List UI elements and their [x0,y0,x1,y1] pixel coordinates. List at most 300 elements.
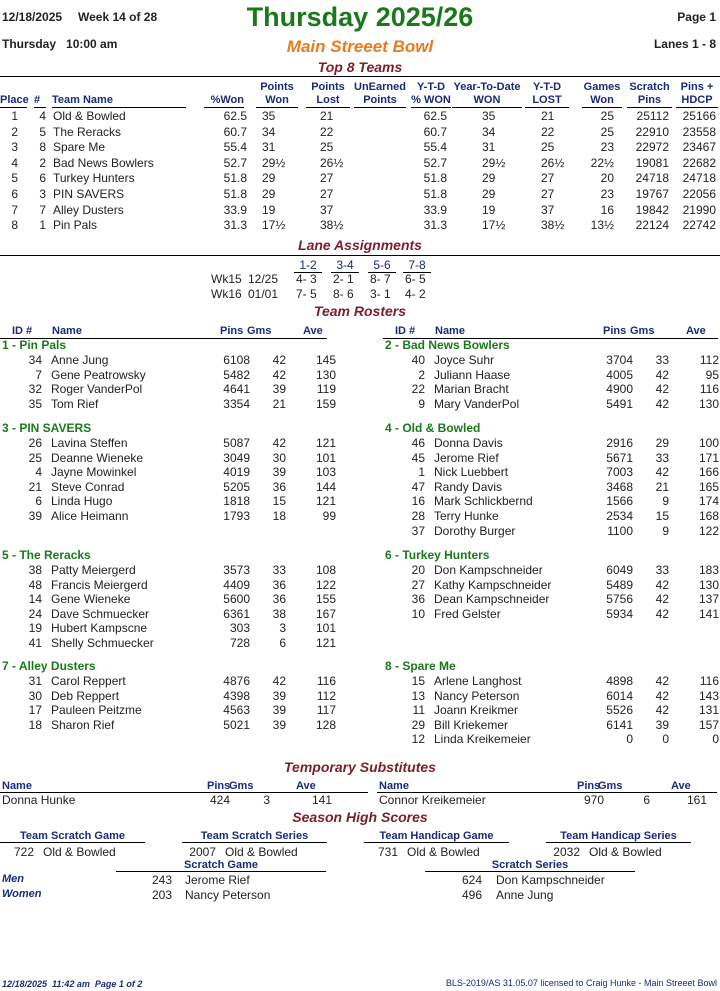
player-id: 4 [35,465,42,480]
col-header-line: Pins [627,94,672,108]
cell: 31 [482,140,496,155]
team-name: 4 - Old & Bowled [385,421,481,435]
col-header-line: Won [582,94,622,108]
roster-row [0,368,340,383]
sub-games: 3 [263,793,270,807]
col-header-line: Points [354,94,406,108]
gender-label: Men [2,873,24,885]
player-pins: 1566 [606,494,633,509]
player-average: 171 [698,450,719,465]
player-games: 30 [272,450,286,465]
cell: 31.3 [223,218,247,233]
lane-match: 2- 1 [333,272,354,286]
player-id: 32 [28,382,42,397]
player-games: 42 [655,382,669,397]
player-id: 29 [411,717,425,732]
cell: 8 [39,140,46,155]
player-name: Gene Wieneke [51,592,131,607]
player-pins: 4898 [606,674,633,688]
cell: 52.7 [223,155,247,170]
cell: 19 [262,202,276,217]
player-pins: 303 [229,621,250,636]
player-name: Joann Kreikmer [434,703,519,718]
player-average: 143 [698,688,719,703]
player-name: Steve Conrad [51,479,125,494]
lane-match: 7- 5 [296,287,317,301]
cell: 51.8 [423,187,447,201]
subs-col-ave: Ave [671,780,691,792]
top8-col-ytd_won [452,81,522,108]
player-games: 42 [272,674,286,688]
sub-name: Connor Kreikemeier [379,793,486,807]
player-games: 15 [272,494,286,509]
player-pins: 5482 [223,367,250,382]
cell: 24718 [635,171,669,186]
player-games: 39 [272,465,286,480]
player-pins: 3354 [223,396,250,411]
rosters-title: Team Rosters [313,303,407,319]
player-id: 14 [28,592,42,607]
player-id: 17 [28,703,42,718]
cell: 23 [600,187,614,201]
col-header-line [52,81,186,94]
player-name: Arlene Langhost [434,674,522,688]
cell: 51.8 [223,187,247,201]
player-name: Deb Reppert [51,688,120,703]
lane-pair-header: 7-8 [403,258,431,273]
sub-pins: 970 [583,793,604,807]
col-header-line: Games [583,81,621,93]
player-average: 168 [698,509,719,523]
top8-col-hdcp [676,81,718,108]
cell: 31.3 [423,218,447,233]
footer-right: BLS-2019/AS 31.05.07 licensed to Craig Hunke - Main Streeet Bowl [445,978,717,988]
team-high-score: 2032 [553,845,580,859]
player-name: Alice Heimann [51,509,129,523]
player-games: 39 [272,717,286,732]
cell: 19842 [635,202,669,217]
player-average: 144 [315,479,336,494]
player-id: 27 [411,577,425,592]
player-id: 47 [411,479,425,494]
high-game-name: Jerome Rief [185,873,250,887]
player-pins: 5489 [606,577,633,592]
cell: 55.4 [423,140,447,155]
roster-col-gms: Gms [630,325,655,337]
col-header-line [34,81,46,94]
player-average: 121 [315,636,336,650]
player-games: 38 [272,606,286,621]
player-average: 116 [699,382,719,397]
roster-row [383,524,720,539]
cell: 25166 [682,109,716,123]
player-average: 130 [315,367,336,382]
player-average: 101 [315,621,336,636]
cell: 22124 [635,218,669,233]
cell: 13½ [590,218,614,233]
cell: PIN SAVERS [53,187,125,201]
player-id: 38 [28,563,42,577]
cell: 26½ [541,155,565,170]
team-high-label: Team Handicap Series [546,830,691,843]
subs-col-gms: Gms [598,780,623,792]
col-header-line: UnEarned [354,81,406,93]
lane-match: 3- 1 [370,287,391,301]
roster-row [383,465,720,480]
cell: 22682 [682,155,716,170]
player-name: Mark Schlickbernd [434,494,533,509]
team-high-score: 2007 [189,845,216,859]
cell: 27 [320,187,334,201]
player-name: Nick Luebbert [434,465,509,480]
cell: 20 [600,171,614,186]
col-header-line: %Won [204,94,244,108]
player-id: 10 [411,606,425,621]
roster-col-ave: Ave [303,325,323,337]
team-high-team: Old & Bowled [225,845,298,859]
player-id: 7 [35,367,42,382]
team-high-team: Old & Bowled [407,845,480,859]
cell: 19081 [635,155,669,170]
cell: 22 [541,124,555,139]
cell: Old & Bowled [53,109,126,123]
player-pins: 5205 [223,479,250,494]
team-high-team: Old & Bowled [43,845,116,859]
player-average: 167 [315,606,336,621]
player-games: 42 [655,465,669,480]
scratch-game-label: Scratch Game [116,859,326,872]
lane-pair-header: 3-4 [331,258,359,273]
roster-col-id: ID # [395,325,416,337]
lane-match: 4- 3 [296,272,317,286]
player-games: 3 [279,621,286,636]
player-games: 9 [662,494,669,509]
roster-row [0,592,340,607]
roster-row [383,436,720,451]
player-games: 36 [272,577,286,592]
cell: 19767 [635,187,669,201]
player-id: 40 [411,353,425,367]
cell: 62.5 [423,109,447,123]
cell: 4 [11,155,18,170]
player-pins: 4876 [223,674,250,688]
roster-row [383,353,720,368]
player-id: 24 [28,606,42,621]
cell: 22056 [682,187,716,201]
roster-row [383,718,720,733]
roster-row [383,703,720,718]
player-average: 95 [705,367,719,382]
player-games: 33 [655,563,669,577]
high-series-score: 496 [461,888,482,902]
player-average: 128 [315,717,336,732]
player-name: Sharon Rief [51,717,115,732]
bowl-name: Main Streeet Bowl [286,37,434,56]
cell: 29½ [482,155,506,170]
col-header-line: Lost [306,94,350,108]
high-game-score: 203 [151,888,172,902]
player-id: 34 [28,353,42,367]
top8-col-unearned [354,81,406,108]
player-games: 18 [272,509,286,523]
page-number: Page 1 [677,10,716,24]
roster-row [0,578,340,593]
gender-label: Women [2,888,42,900]
player-average: 174 [698,494,719,509]
col-header-line: Won [256,94,298,108]
roster-row [383,674,720,689]
cell: 23558 [682,124,716,139]
cell: 8 [11,218,18,233]
player-pins: 4563 [223,703,250,718]
player-name: Hubert Kampscne [51,621,148,636]
cell: 24718 [682,171,716,186]
team-name: 6 - Turkey Hunters [385,548,490,562]
roster-row [0,607,340,622]
player-name: Carol Reppert [51,674,126,688]
lanes-title: Lane Assignments [298,237,422,253]
col-header-line: Scratch [629,81,670,93]
player-games: 21 [655,479,669,494]
roster-col-pins: Pins [220,325,244,337]
cell: Pin Pals [53,218,98,233]
cell: 1 [11,109,18,123]
col-header-line: Pins + [680,81,714,93]
player-average: 159 [315,396,336,411]
player-games: 42 [655,703,669,718]
player-name: Nancy Peterson [434,688,520,703]
cell: 3 [39,187,46,201]
player-pins: 2916 [606,436,633,450]
player-games: 42 [655,688,669,703]
player-id: 9 [418,396,425,411]
subs-col-name: Name [2,780,32,792]
player-id: 13 [411,688,425,703]
player-pins: 5600 [223,592,250,607]
player-id: 18 [28,717,42,732]
lane-date: 12/25 [248,272,279,286]
cell: 3 [11,140,18,155]
player-games: 39 [272,703,286,718]
roster-col-name: Name [52,325,82,337]
player-name: Linda Hugo [51,494,113,509]
team-high-score: 722 [13,845,34,859]
lane-match: 4- 2 [405,287,426,301]
cell: 60.7 [423,124,447,139]
player-id: 25 [28,450,42,465]
player-id: 22 [411,382,425,397]
roster-row [0,509,340,524]
cell: 27 [541,187,555,201]
player-average: 119 [316,382,336,397]
top8-col-scratch [627,81,672,108]
player-name: Randy Davis [434,479,503,494]
player-pins: 0 [626,732,633,747]
player-name: Tom Rief [51,396,99,411]
lane-match: 8- 6 [333,287,354,301]
top8-col-place [0,81,27,108]
report-date: 12/18/2025 [2,10,63,24]
subs-col-gms: Gms [229,780,254,792]
team-name: 7 - Alley Dusters [2,659,96,673]
lane-match: 8- 7 [370,272,391,286]
high-game-name: Nancy Peterson [185,888,271,902]
lane-date: 01/01 [248,287,279,301]
cell: 51.8 [223,171,247,186]
cell: 23 [600,140,614,155]
player-name: Deanne Wieneke [51,450,144,465]
roster-row [0,465,340,480]
player-games: 42 [655,592,669,607]
player-pins: 5087 [223,436,250,450]
player-games: 36 [272,479,286,494]
player-id: 26 [28,436,42,450]
col-header-line: WON [452,94,522,108]
col-header-line: Points [311,81,345,93]
player-games: 42 [272,353,286,367]
cell: 60.7 [223,124,247,139]
player-average: 155 [315,592,336,607]
cell: 29 [262,171,276,186]
player-games: 42 [272,367,286,382]
team-name: 5 - The Reracks [2,548,91,562]
player-pins: 4398 [223,688,250,703]
player-average: 165 [698,479,719,494]
player-pins: 4641 [223,382,250,397]
cell: Alley Dusters [53,202,124,217]
col-header-line: Team Name [52,94,186,108]
player-games: 0 [662,732,669,747]
player-pins: 4409 [223,577,250,592]
col-header-line [0,81,27,94]
team-name: 1 - Pin Pals [2,338,67,352]
player-name: Marian Bracht [434,382,509,397]
cell: 29 [262,187,276,201]
player-games: 42 [655,367,669,382]
col-header-line: Year-To-Date [453,81,521,93]
lane-week: Wk16 [211,287,242,301]
player-id: 2 [418,367,425,382]
cell: Bad News Bowlers [53,155,154,170]
player-average: 100 [698,436,719,450]
subs-col-pins: Pins [207,780,231,792]
roster-row [383,689,720,704]
roster-col-id: ID # [12,325,33,337]
player-average: 183 [698,563,719,577]
player-name: Juliann Haase [434,367,511,382]
player-pins: 6141 [606,717,633,732]
cell: 37 [541,202,555,217]
team-name: 8 - Spare Me [385,659,456,673]
player-games: 29 [655,436,669,450]
col-header-line: % WON [411,94,451,106]
player-pins: 3049 [223,450,250,465]
player-average: 121 [315,494,336,509]
footer-left: 12/18/2025 11:42 am Page 1 of 2 [2,979,143,989]
player-pins: 6014 [606,688,633,703]
high-game-score: 243 [151,873,172,887]
player-average: 0 [712,732,719,747]
player-pins: 1818 [223,494,250,509]
top8-col-ytd_lost [525,81,569,108]
cell: 27 [541,171,555,186]
cell: 22742 [682,218,716,233]
roster-row [0,451,340,466]
player-id: 16 [411,494,425,509]
player-games: 42 [272,436,286,450]
roster-col-ave: Ave [686,325,706,337]
player-id: 12 [411,732,425,747]
player-average: 112 [699,353,719,367]
cell: Spare Me [53,140,106,155]
team-high-score: 731 [377,845,398,859]
player-id: 21 [28,479,42,494]
lanes-label: Lanes 1 - 8 [653,37,716,51]
player-id: 36 [411,592,425,607]
player-id: 15 [411,674,425,688]
subs-col-name: Name [379,780,409,792]
player-average: 157 [698,717,719,732]
roster-row [383,368,720,383]
roster-row [0,689,340,704]
cell: 17½ [262,218,286,233]
player-games: 33 [655,450,669,465]
top8-col-pct [204,81,244,108]
team-high-label: Team Scratch Game [0,830,145,843]
player-name: Pauleen Peitzme [51,703,142,718]
cell: 5 [11,171,18,186]
cell: 6 [39,171,46,186]
cell: 5 [39,124,46,139]
cell: 22½ [590,155,614,170]
player-average: 117 [316,703,336,718]
cell: 37 [320,202,334,217]
table-row [0,171,720,186]
player-pins: 3573 [223,563,250,577]
roster-row [383,480,720,495]
roster-row [0,718,340,733]
cell: 25 [600,124,614,139]
player-id: 11 [412,703,425,718]
cell: 33.9 [223,202,247,217]
top8-col-pts_won [256,81,298,108]
cell: 21990 [682,202,716,217]
player-id: 1 [418,465,425,480]
cell: 31 [262,140,276,155]
player-pins: 4900 [606,382,633,397]
cell: 27 [320,171,334,186]
roster-row [0,436,340,451]
top8-col-pts_lost [306,81,350,108]
cell: 7 [11,202,18,217]
player-name: Donna Davis [434,436,503,450]
roster-row [0,397,340,412]
player-name: Don Kampschneider [434,563,543,577]
top8-title: Top 8 Teams [317,59,403,75]
cell: 35 [262,109,276,123]
week-label: Week 14 of 28 [78,10,158,24]
cell: 16 [600,202,614,217]
player-name: Dave Schmuecker [51,606,150,621]
top8-col-ytd_pct [411,81,451,108]
player-name: Kathy Kampschneider [434,577,552,592]
player-pins: 7003 [606,465,633,480]
lane-week: Wk15 [211,272,242,286]
highs-title: Season High Scores [292,809,428,825]
player-average: 122 [315,577,336,592]
player-games: 39 [655,717,669,732]
cell: 29½ [262,155,286,170]
